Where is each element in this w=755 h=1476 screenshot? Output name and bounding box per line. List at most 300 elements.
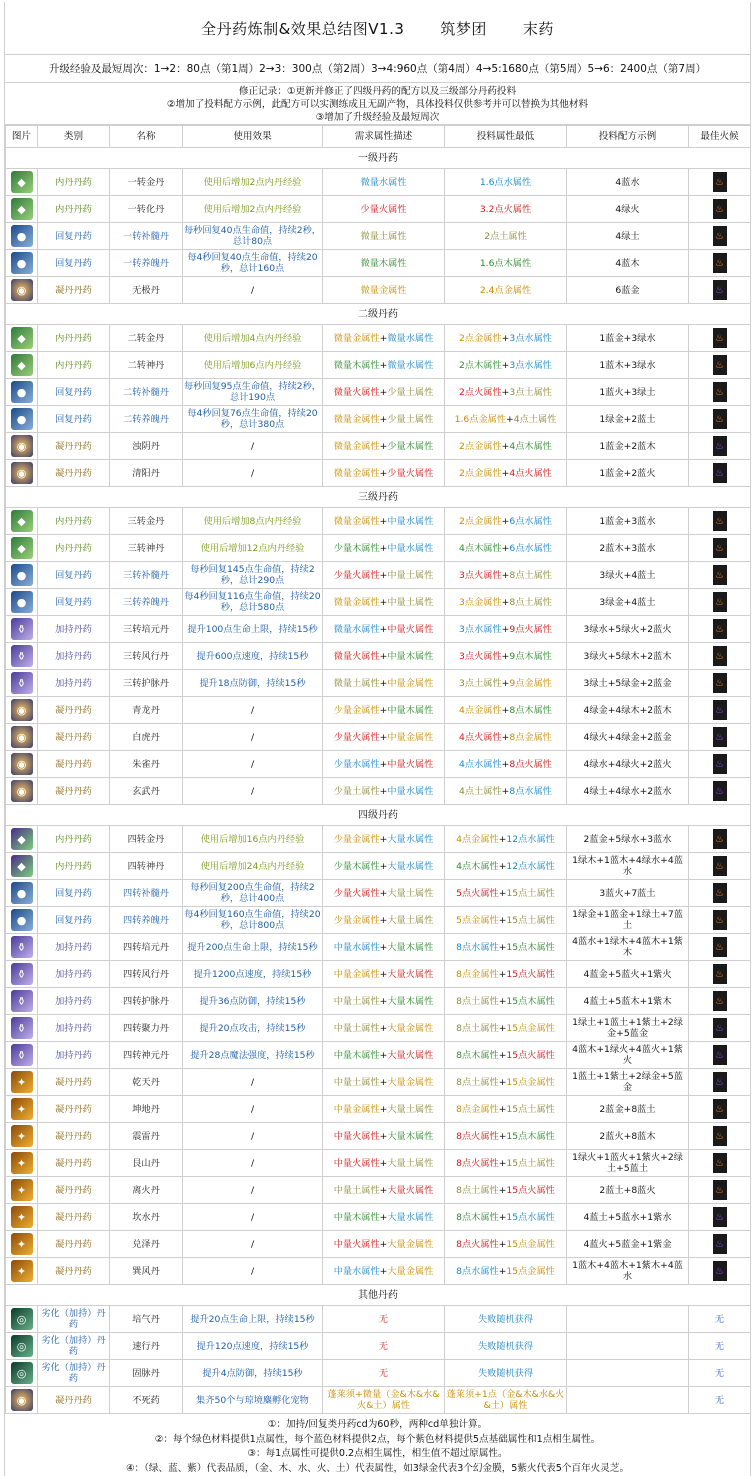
effect-cell: / [183,1204,323,1231]
type-cell: 回复丹药 [38,379,110,406]
name-cell: 离火丹 [110,1177,183,1204]
requirement-cell [323,1306,445,1333]
type-cell: 加持丹药 [38,988,110,1015]
attr-text: 2点金属性 [459,516,502,527]
attr-text: 15点土属性 [506,888,554,899]
flame-icon: ♨ [713,382,727,402]
example-cell: 4蓝水 [567,169,689,196]
page-title: 全丹药炼制&效果总结图V1.3 [201,18,404,39]
name-cell: 四转神元丹 [110,1042,183,1069]
attr-text: 8点木属性 [456,1212,499,1223]
requirement-cell [323,196,445,223]
example-cell: 3绿水+5绿火+2蓝火 [567,616,689,643]
attr-text: 2点火属性 [459,387,502,398]
table-row [6,697,751,724]
effect-cell: / [183,1150,323,1177]
type-cell: 内丹丹药 [38,196,110,223]
image-cell [6,379,38,406]
table-row [6,535,751,562]
attr-text: + [499,1266,507,1277]
table-row [6,1123,751,1150]
minimum-cell [445,325,567,352]
image-cell [6,1177,38,1204]
attr-text: 微量土属性 [334,678,380,689]
example-cell: 1绿木+1蓝木+4绿水+4蓝水 [567,853,689,880]
flame-icon: ♨ [713,226,727,246]
attr-text: 2点金属性 [459,468,502,479]
effect-cell: 提升20点生命上限，持续15秒 [183,1306,323,1333]
attr-text: + [380,1050,388,1061]
table-row [6,325,751,352]
flame-icon: ♨ [713,856,727,876]
attr-text: 中量火属性 [387,624,433,635]
attr-text: + [380,1077,388,1088]
minimum-cell [445,697,567,724]
attr-text: 中量土属性 [334,1077,380,1088]
fire-cell [689,1258,751,1285]
fire-cell [689,724,751,751]
type-cell: 内丹丹药 [38,352,110,379]
section-row [6,304,751,325]
requirement-cell [323,724,445,751]
attr-text: + [380,624,388,635]
attr-text: 微量金属性 [334,414,380,425]
attr-text: + [502,516,510,527]
requirement-cell [323,1360,445,1387]
attr-text: 中量火属性 [334,1239,380,1250]
attr-text: 15点木属性 [506,1131,554,1142]
attr-text: + [380,1185,388,1196]
attr-text: + [499,1023,507,1034]
attr-text: 少量金属性 [334,705,380,716]
flame-icon: ♨ [713,538,727,558]
eye-pill-icon: ◎ [11,1335,33,1357]
orb-icon: ◉ [11,780,33,802]
pill-green-icon: ◆ [11,327,33,349]
image-cell [6,934,38,961]
image-cell [6,1069,38,1096]
name-cell: 三转护脉丹 [110,670,183,697]
attr-text: 4点火属性 [459,732,502,743]
fire-cell [689,853,751,880]
image-cell [6,277,38,304]
name-cell: 坎水丹 [110,1204,183,1231]
attr-text: 4点火属性 [509,468,552,479]
attr-text: + [380,360,388,371]
attr-text: 大量水属性 [387,1212,433,1223]
name-cell: 一转养魄丹 [110,250,183,277]
requirement-cell [323,934,445,961]
name-cell: 艮山丹 [110,1150,183,1177]
fire-cell [689,1015,751,1042]
attr-text: 少量火属性 [334,888,380,899]
fire-cell [689,1204,751,1231]
table-row [6,1177,751,1204]
type-cell: 凝丹丹药 [38,1150,110,1177]
flask-icon: ⚱ [11,645,33,667]
gourd-icon: ● [11,591,33,613]
example-cell: 1绿火+1蓝火+1紫火+2绿土+5蓝土 [567,1150,689,1177]
fire-cell [689,670,751,697]
attr-text: 失败随机获得 [478,1314,533,1325]
effect-cell: 使用后增加2点内丹经验 [183,196,323,223]
gourd-icon: ● [11,408,33,430]
flame-icon: ♨ [713,937,727,957]
requirement-cell [323,643,445,670]
section-row [6,487,751,508]
attr-text: 微量金属性 [334,516,380,527]
example-cell: 3绿金+4蓝土 [567,589,689,616]
attr-text: + [380,678,388,689]
flask-icon: ⚱ [11,618,33,640]
attr-text: + [380,570,388,581]
requirement-cell [323,406,445,433]
name-cell: 兑泽丹 [110,1231,183,1258]
attr-text: 8点水属性 [509,786,552,797]
attr-text: 中量火属性 [334,1131,380,1142]
example-cell: 2蓝土+8蓝火 [567,1177,689,1204]
minimum-cell [445,751,567,778]
flame-icon: ♨ [713,754,727,774]
attr-text: 中量水属性 [387,543,433,554]
fire-cell [689,223,751,250]
attr-text: 微量水属性 [361,177,407,188]
type-cell: 回复丹药 [38,907,110,934]
section-title: 二级丹药 [6,304,751,325]
attr-text: 3点土属性 [509,387,552,398]
example-cell [567,1387,689,1414]
name-cell: 一转金丹 [110,169,183,196]
attr-text: 中量金属性 [334,1104,380,1115]
orb-icon: ◉ [11,279,33,301]
fire-cell [689,1096,751,1123]
effect-cell: 提升120点速度，持续15秒 [183,1333,323,1360]
attr-text: 9点火属性 [509,624,552,635]
flame-icon: ♨ [713,1261,727,1281]
minimum-cell [445,1231,567,1258]
image-cell [6,724,38,751]
flame-icon: ♨ [713,829,727,849]
pill-green-icon: ◆ [11,354,33,376]
image-cell [6,508,38,535]
example-cell: 1蓝金+3绿水 [567,325,689,352]
image-cell [6,562,38,589]
attr-text: 中量火属性 [334,1158,380,1169]
attr-text: 中量水属性 [387,516,433,527]
gourd-icon: ● [11,882,33,904]
col-header-type: 类别 [38,126,110,148]
type-cell: 加持丹药 [38,961,110,988]
type-cell: 回复丹药 [38,223,110,250]
type-cell: 凝丹丹药 [38,724,110,751]
requirement-cell [323,880,445,907]
footnote: ①：加持/回复类丹药cd为60秒，两种cd单独计算。 [5,1418,750,1433]
example-cell: 4蓝土+5蓝木+1紫木 [567,988,689,1015]
attr-text: + [499,1185,507,1196]
table-row [6,670,751,697]
name-cell: 四转养魄丹 [110,907,183,934]
image-cell [6,907,38,934]
fire-cell [689,460,751,487]
fire-cell [689,697,751,724]
attr-text: + [506,414,514,425]
requirement-cell [323,1123,445,1150]
attr-text: 3点水属性 [459,624,502,635]
footnote: ③：每1点属性可提供0.2点相生属性，相生值不超过原属性。 [5,1447,750,1462]
requirement-cell [323,562,445,589]
none-text: 无 [715,1341,724,1352]
attr-text: 15点火属性 [506,1050,554,1061]
table-header-row [6,126,751,148]
table-row [6,988,751,1015]
minimum-cell [445,589,567,616]
table-row [6,1042,751,1069]
attr-text: + [380,516,388,527]
fire-cell [689,379,751,406]
minimum-cell [445,223,567,250]
flame-icon: ♨ [713,280,727,300]
attr-text: + [502,543,510,554]
attr-text: 大量火属性 [387,969,433,980]
attr-text: 中量水属性 [334,942,380,953]
effect-cell: 使用后增加8点内丹经验 [183,508,323,535]
flame-icon: ♨ [713,355,727,375]
table-row [6,1258,751,1285]
requirement-cell [323,1333,445,1360]
table-row [6,508,751,535]
recipe-table [5,125,751,1414]
table-row [6,562,751,589]
effect-cell: 每秒回复145点生命值，持续2秒，总计290点 [183,562,323,589]
attr-text: 大量火属性 [387,1050,433,1061]
minimum-cell [445,1204,567,1231]
example-cell: 4绿水+4绿火+2蓝火 [567,751,689,778]
requirement-cell [323,589,445,616]
attr-text: + [499,1050,507,1061]
attr-text: 无 [379,1341,388,1352]
attr-text: 少量木属性 [387,441,433,452]
requirement-cell [323,169,445,196]
attr-text: 少量火属性 [334,570,380,581]
note-line: 修正记录：①更新并修正了四级丹药的配方以及三级部分丹药投料 [5,85,750,98]
requirement-cell [323,907,445,934]
table-row [6,433,751,460]
team-name: 筑梦团 [440,18,487,39]
fire-cell [689,325,751,352]
image-cell [6,1042,38,1069]
image-cell [6,1015,38,1042]
orb-icon: ◉ [11,462,33,484]
requirement-cell [323,670,445,697]
attr-text: 微量水属性 [334,624,380,635]
attr-text: 4点木属性 [509,441,552,452]
attr-text: + [380,942,388,953]
attr-text: 失败随机获得 [478,1368,533,1379]
image-cell [6,196,38,223]
flame-icon: ♨ [713,592,727,612]
attr-text: + [499,942,507,953]
flask-icon: ⚱ [11,963,33,985]
attr-text: + [499,1077,507,1088]
flame-icon: ♨ [713,991,727,1011]
requirement-cell [323,508,445,535]
pill-purple-icon: ◆ [11,855,33,877]
minimum-cell [445,778,567,805]
image-cell [6,1387,38,1414]
attr-text: 6点水属性 [509,543,552,554]
name-cell: 四转护脉丹 [110,988,183,1015]
attr-text: + [380,996,388,1007]
attr-text: + [502,570,510,581]
example-cell: 3绿火+4蓝土 [567,562,689,589]
example-cell: 3绿火+5绿木+2蓝木 [567,643,689,670]
minimum-cell [445,1177,567,1204]
fire-cell [689,1123,751,1150]
table-row [6,277,751,304]
minimum-cell [445,1069,567,1096]
attr-text: + [380,759,388,770]
attr-text: 3点土属性 [459,678,502,689]
attr-text: 大量土属性 [387,915,433,926]
type-cell: 回复丹药 [38,589,110,616]
attr-text: + [499,1212,507,1223]
attr-text: 8点土属性 [509,597,552,608]
attr-text: + [380,468,388,479]
effect-cell: / [183,277,323,304]
effect-cell: / [183,1096,323,1123]
image-cell [6,1096,38,1123]
example-cell: 1蓝火+3绿土 [567,379,689,406]
type-cell: 加持丹药 [38,643,110,670]
col-header-effect: 使用效果 [183,126,323,148]
table-row [6,853,751,880]
attr-text: + [502,786,510,797]
fire-cell [689,535,751,562]
gold-pill-icon: ✦ [11,1125,33,1147]
requirement-cell [323,1015,445,1042]
flame-icon: ♨ [713,1072,727,1092]
flame-icon: ♨ [713,646,727,666]
minimum-cell [445,250,567,277]
name-cell: 坤地丹 [110,1096,183,1123]
minimum-cell [445,1123,567,1150]
attr-text: 少量金属性 [334,915,380,926]
example-cell: 4蓝火+5蓝金+1紫金 [567,1231,689,1258]
orb-icon: ◉ [11,726,33,748]
fire-cell [689,880,751,907]
attr-text: 8点土属性 [456,1023,499,1034]
none-text: 无 [715,1368,724,1379]
minimum-cell [445,1096,567,1123]
table-row [6,1150,751,1177]
flame-icon: ♨ [713,1180,727,1200]
table-row [6,1360,751,1387]
attr-text: 3点水属性 [509,360,552,371]
image-cell [6,826,38,853]
attr-text: 8点火属性 [456,1131,499,1142]
requirement-cell [323,988,445,1015]
image-cell [6,250,38,277]
example-cell: 1蓝木+3绿水 [567,352,689,379]
minimum-cell [445,1015,567,1042]
attr-text: + [380,1104,388,1115]
attr-text: + [380,333,388,344]
attr-text: + [502,732,510,743]
effect-cell: / [183,1258,323,1285]
fire-cell [689,196,751,223]
table-row [6,1204,751,1231]
attr-text: + [380,414,388,425]
image-cell [6,697,38,724]
requirement-cell [323,433,445,460]
name-cell: 一转补髓丹 [110,223,183,250]
effect-cell: 每4秒回复160点生命值，持续20秒，总计800点 [183,907,323,934]
attr-text: + [499,996,507,1007]
minimum-cell [445,1333,567,1360]
attr-text: 大量水属性 [387,861,433,872]
gold-pill-icon: ✦ [11,1206,33,1228]
flame-icon: ♨ [713,1126,727,1146]
fire-cell [689,961,751,988]
gourd-icon: ● [11,909,33,931]
name-cell: 三转金丹 [110,508,183,535]
attr-text: 少量土属性 [387,414,433,425]
minimum-cell [445,196,567,223]
table-row [6,223,751,250]
effect-cell: / [183,724,323,751]
attr-text: 中量水属性 [387,786,433,797]
name-cell: 巽风丹 [110,1258,183,1285]
flask-icon: ⚱ [11,672,33,694]
type-cell: 凝丹丹药 [38,778,110,805]
eye-pill-icon: ◎ [11,1362,33,1384]
attr-text: + [380,441,388,452]
attr-text: 3.2点火属性 [480,204,531,215]
attr-text: + [380,1158,388,1169]
fire-cell [689,826,751,853]
attr-text: 微量木属性 [361,258,407,269]
example-cell: 2蓝木+3蓝水 [567,535,689,562]
table-row [6,1015,751,1042]
attr-text: 无 [379,1314,388,1325]
requirement-cell [323,535,445,562]
name-cell: 固脉丹 [110,1360,183,1387]
attr-text: + [502,705,510,716]
note-line: ②增加了投料配方示例，此配方可以实测练成且无副产物，具体投料仅供参考并可以替换为其他材料 [5,98,750,111]
minimum-cell [445,1360,567,1387]
fire-cell [689,907,751,934]
attr-text: + [502,441,510,452]
attr-text: 5点火属性 [456,888,499,899]
attr-text: + [380,1239,388,1250]
attr-text: + [380,969,388,980]
effect-cell: 提升28点魔法强度，持续15秒 [183,1042,323,1069]
attr-text: 2点金属性 [459,441,502,452]
attr-text: 15点金属性 [506,1239,554,1250]
image-cell [6,1231,38,1258]
table-row [6,907,751,934]
section-row [6,148,751,169]
type-cell: 加持丹药 [38,670,110,697]
name-cell: 四转神丹 [110,853,183,880]
effect-cell: 集齐50个与琼境麋孵化宠物 [183,1387,323,1414]
gourd-icon: ● [11,225,33,247]
type-cell: 内丹丹药 [38,853,110,880]
section-title: 一级丹药 [6,148,751,169]
attr-text: 4点土属性 [514,414,557,425]
pill-green-icon: ◆ [11,537,33,559]
requirement-cell [323,1042,445,1069]
